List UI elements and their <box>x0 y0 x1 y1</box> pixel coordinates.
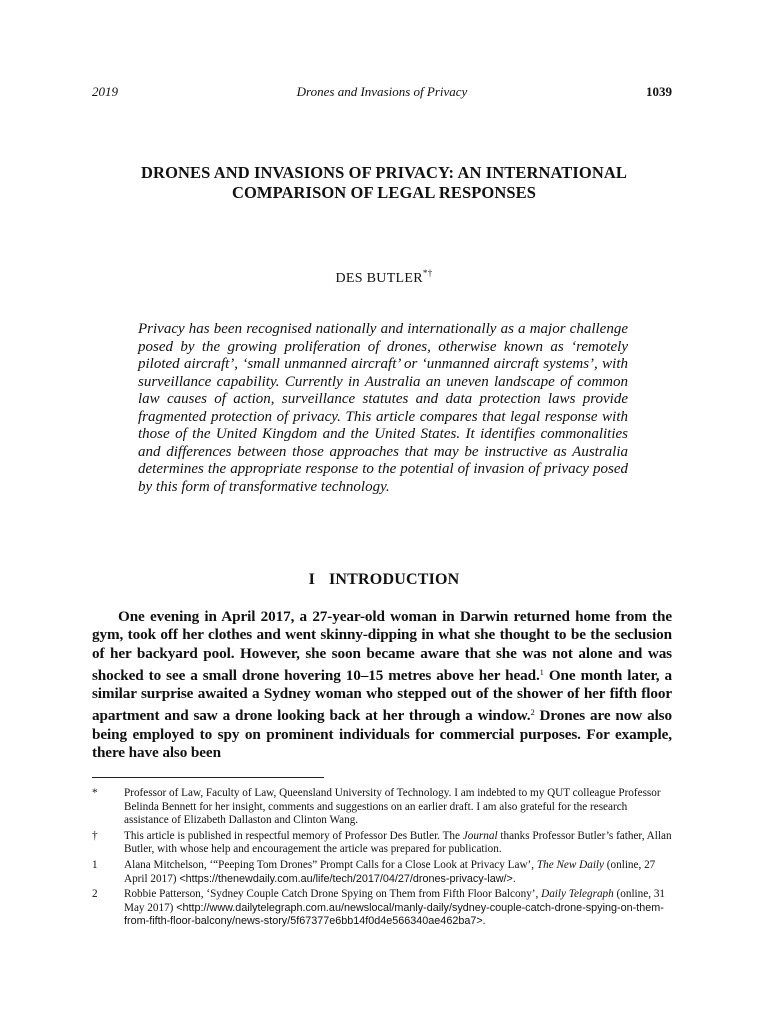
footnote-italic: Daily Telegraph <box>541 888 614 901</box>
footnote-text: (online, 27 April 2017) <box>124 858 656 885</box>
section-title: INTRODUCTION <box>329 571 460 588</box>
footnote-text: thanks Professor Butler’s father, Allan Butler, with whose help and encouragement the article was prepared for publication. <box>124 829 672 856</box>
section-heading <box>0 571 768 589</box>
footnotes <box>92 787 672 931</box>
footnote-ref-2: 2 <box>530 707 535 718</box>
footnote-mark: 1 <box>92 858 98 871</box>
running-head-year: 2019 <box>92 84 118 99</box>
footnote-text: Alana Mitchelson, ‘“Peeping Tom Drones” Prompt Calls for a Close Look at Privacy Law’, <box>124 858 537 871</box>
footnote-text: . <box>512 872 516 885</box>
author-footnote-marks: *† <box>422 268 433 278</box>
abstract: Privacy has been recognised nationally and internationally as a major challenge posed by the growing proliferation of drones, otherwise known as ‘remotely piloted aircraft’, ‘small unmanned aircraft’ or ‘unmanned aircraft systems’, with surveillance capability. Currently in Australia an uneven landscape of common law causes of action, surveillance statutes and data protection laws provide fragmented protection of privacy. This article compares that legal response with those of the United Kingdom and the United States. It identifies commonalities and differences between those approaches that may be instructive as Australia determines the appropriate response to the potential of invasion of privacy posed by this form of transformative technology. <box>138 321 628 495</box>
article-title-line-1: DRONES AND INVASIONS OF PRIVACY: AN INTERNATIONAL <box>141 163 627 182</box>
body-paragraph <box>92 608 672 762</box>
body-text-part-2: One month later, a similar surprise awaited a Sydney woman who stepped out of the shower of her fifth floor apartment and saw a drone looking back at her through a window. <box>92 666 672 725</box>
footnote-dagger <box>92 830 672 857</box>
footnote-text: Robbie Patterson, ‘Sydney Couple Catch Drone Spying on Them from Fifth Floor Balcony’, <box>124 888 542 901</box>
body-text-part-1: One evening in April 2017, a 27-year-old woman in Darwin returned home from the gym, took off her clothes and went skinny-dipping in what she thought to be the seclusion of her backyard pool. However, she soon became aware that she was not alone and was shocked to see a small drone hovering 10–15 metres above her head. <box>92 608 672 684</box>
footnote-mark: 2 <box>92 888 98 901</box>
footnote-url-link[interactable]: <https://thenewdaily.com.au/life/tech/2017/04/27/drones-privacy-law/> <box>179 872 513 885</box>
author-name: DES BUTLER <box>335 271 423 286</box>
footnote-divider <box>92 777 324 778</box>
footnote-text: . <box>482 915 486 928</box>
footnote-ref-1: 1 <box>539 666 544 677</box>
running-head-title: Drones and Invasions of Privacy <box>296 84 468 99</box>
running-head <box>92 84 672 102</box>
article-title <box>80 163 688 203</box>
footnote-mark: * <box>92 787 98 799</box>
body-text-part-3: Drones are now also being employed to spy on prominent individuals for commercial purposes. For example, there have also been <box>92 707 672 762</box>
footnote-mark: † <box>92 829 98 842</box>
article-title-line-2: COMPARISON OF LEGAL RESPONSES <box>231 183 537 202</box>
footnote-text: This article is published in respectful memory of Professor Des Butler. The <box>124 829 463 842</box>
footnote-text: (online, 31 May 2017) <box>124 888 666 914</box>
footnote-star <box>92 787 672 828</box>
author-byline <box>0 268 768 287</box>
section-number: I <box>308 571 315 588</box>
footnote-1 <box>92 859 672 886</box>
footnote-italic: Journal <box>462 829 498 842</box>
footnote-italic: The New Daily <box>536 858 604 871</box>
page-number: 1039 <box>646 84 672 99</box>
footnote-text: Professor of Law, Faculty of Law, Queensland University of Technology. I am indebted to my QUT colleague Professor Belinda Bennett for her insight, comments and suggestions on an earlier draft. I am also grateful for the research assistance of Elizabeth Dallaston and Clinton Wang. <box>124 787 661 827</box>
footnote-2 <box>92 888 672 929</box>
footnote-url-link[interactable]: <http://www.dailytelegraph.com.au/newslocal/manly-daily/sydney-couple-catch-drone-spying-on-them-from-fifth-floor-balcony/news-story/5f67377e6bb14f0d4e566340ae462ba7> <box>124 901 664 928</box>
